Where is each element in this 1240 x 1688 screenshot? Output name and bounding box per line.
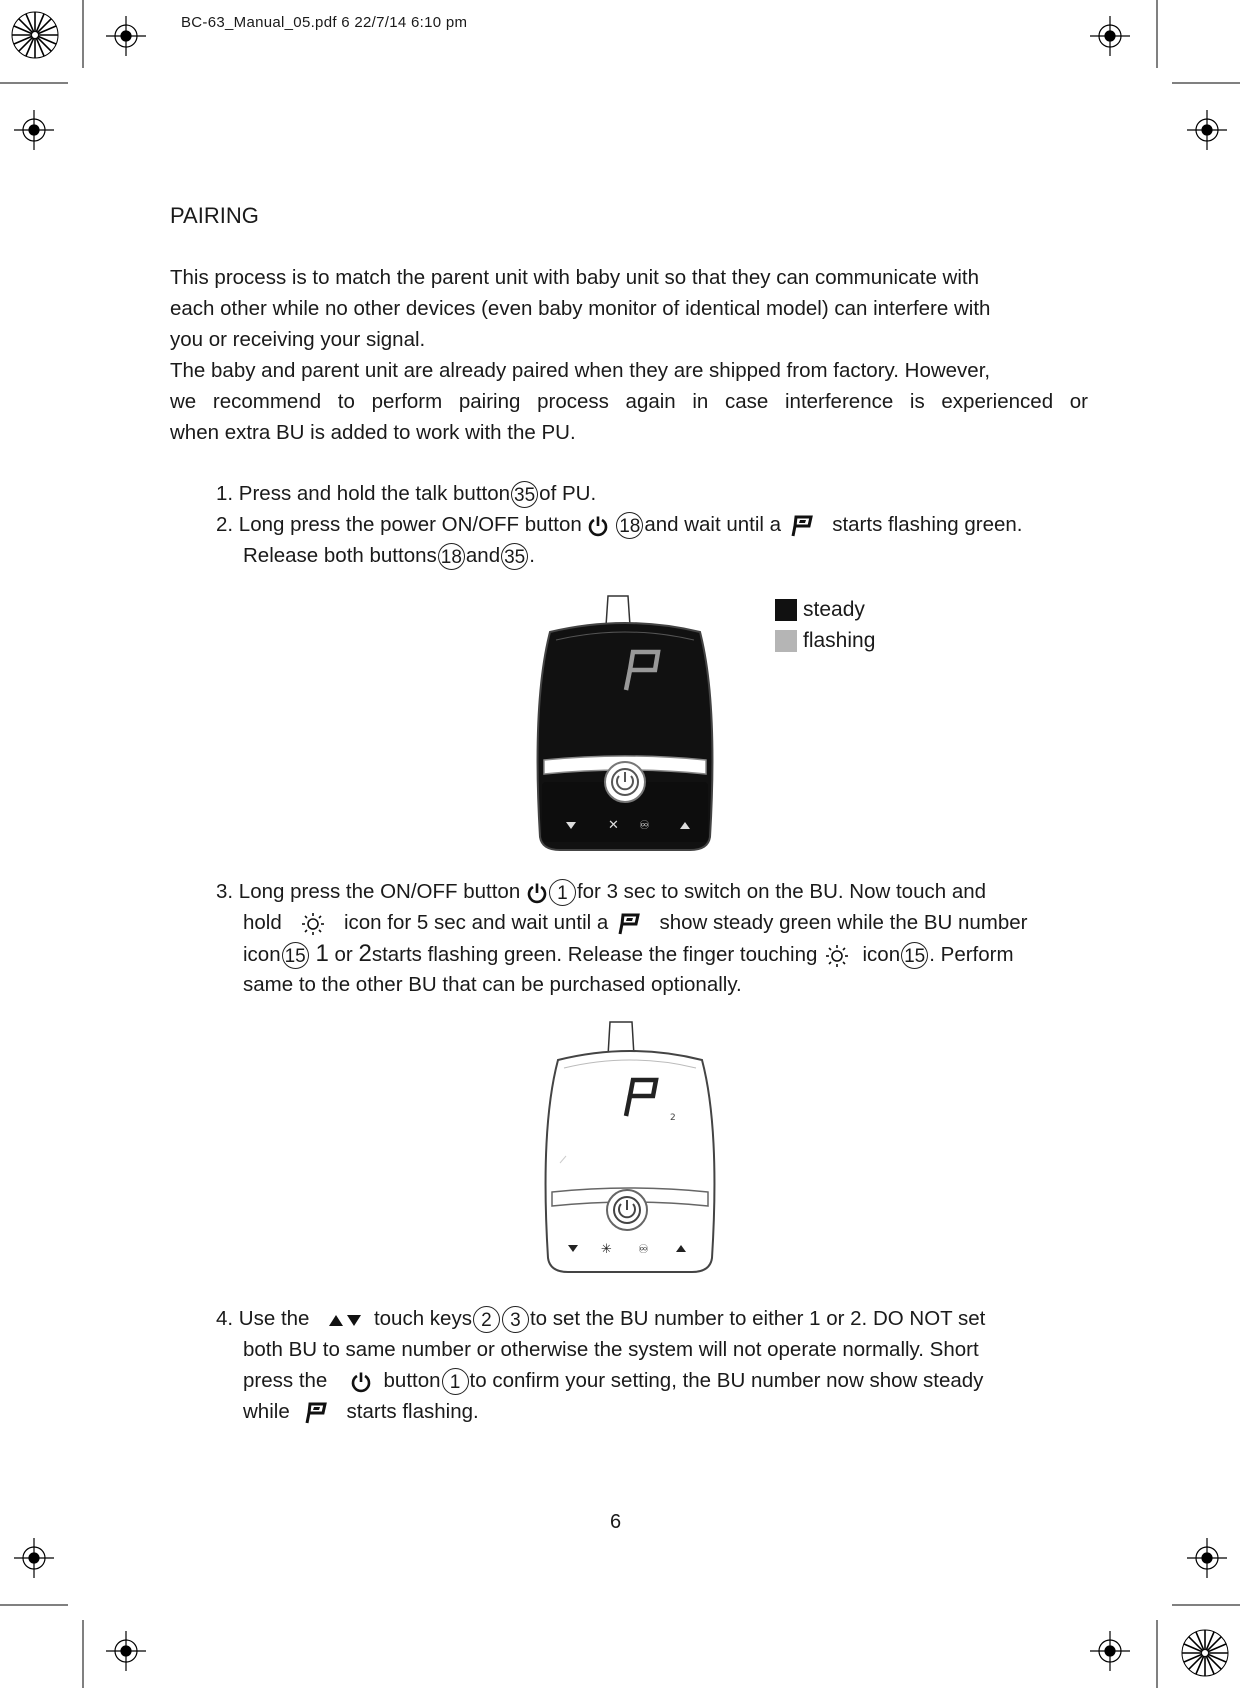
p-segment-icon [301,1401,335,1425]
page-number: 6 [610,1511,622,1533]
factory-line: we recommend to perform pairing process again in case interference is experienced or [170,390,1088,413]
callout-number: 15 [282,942,309,969]
svg-text:✳: ✳ [601,1242,612,1257]
step4-text: while [243,1400,290,1423]
step4-text: starts flashing. [346,1400,479,1423]
bu-small-number: 2 [670,1113,676,1123]
step3-text: icon [862,943,901,966]
step2-text: 2. Long press the power ON/OFF button [216,513,582,536]
step2-text: starts flashing green. [832,513,1023,536]
parent-unit-illustration [530,592,720,854]
legend-flashing-label: flashing [803,629,876,652]
step3-text: for 3 sec to switch on the BU. Now touch and [576,880,987,903]
svg-text:♾: ♾ [638,1242,649,1256]
bu-number-2: 2 [358,940,372,967]
step2-text: and [465,544,501,567]
power-icon [526,882,548,904]
step3-text: hold [243,911,282,934]
step3-text: icon for 5 sec and wait until a [343,911,609,934]
legend-steady-label: steady [803,598,865,621]
step1-text: of PU. [539,482,597,505]
callout-number: 1 [549,879,576,906]
light-icon [823,944,851,968]
flashing-swatch [775,630,797,652]
callout-number: 35 [511,481,538,508]
step2-text: . [529,544,535,567]
p-segment-icon [614,912,648,936]
light-icon [299,912,327,936]
steady-swatch [775,599,797,621]
up-down-arrows-icon [327,1312,363,1328]
svg-text:✕: ✕ [608,818,619,833]
intro-line: you or receiving your signal. [170,328,426,351]
step4-text: press the [243,1369,328,1392]
callout-number: 35 [501,543,528,570]
step3-text: . Perform [929,943,1014,966]
callout-number: 18 [438,543,465,570]
step2-text: and wait until a [644,513,782,536]
bu-number-1: 1 [315,940,329,967]
svg-text:♾: ♾ [639,818,650,832]
callout-number: 2 [473,1306,500,1333]
factory-line: The baby and parent unit are already paired when they are shipped from factory. However, [170,359,991,382]
factory-line: when extra BU is added to work with the PU. [170,421,576,444]
step-3 [216,876,1028,1000]
step4-text: 4. Use the [216,1307,310,1330]
intro-line: This process is to match the parent unit with baby unit so that they can communicate with [170,266,980,289]
step2-text: Release both buttons [243,544,437,567]
power-icon [587,515,609,537]
step-1 [216,478,1023,571]
step3-text: or [334,943,353,966]
step3-text: starts flashing green. Release the finger touching [371,943,818,966]
callout-number: 1 [442,1368,469,1395]
intro-line: each other while no other devices (even baby monitor of identical model) can interfere with [170,297,991,320]
callout-number: 3 [502,1306,529,1333]
step4-text: button [383,1369,441,1392]
step3-text: show steady green while the BU number [659,911,1028,934]
step3-text: 3. Long press the ON/OFF button [216,880,521,903]
step3-text: same to the other BU that can be purchased optionally. [243,973,742,996]
legend [775,594,875,656]
step4-text: touch keys [373,1307,472,1330]
step-4 [216,1303,985,1427]
print-slug: BC-63_Manual_05.pdf 6 22/7/14 6:10 pm [181,14,468,31]
page-heading: PAIRING [170,203,259,228]
legend-flashing [775,625,875,656]
baby-unit-illustration [540,1018,720,1278]
power-icon [350,1371,372,1393]
intro-paragraph [170,262,1088,448]
step1-text: 1. Press and hold the talk button [216,482,511,505]
legend-steady [775,594,875,625]
p-segment-icon [787,514,821,538]
step4-text: to confirm your setting, the BU number now show steady [469,1369,984,1392]
callout-number: 15 [901,942,928,969]
step4-text: to set the BU number to either 1 or 2. DO NOT set [529,1307,986,1330]
callout-number: 18 [616,512,643,539]
step3-text: icon [243,943,281,966]
step4-text: both BU to same number or otherwise the system will not operate normally. Short [243,1338,979,1361]
